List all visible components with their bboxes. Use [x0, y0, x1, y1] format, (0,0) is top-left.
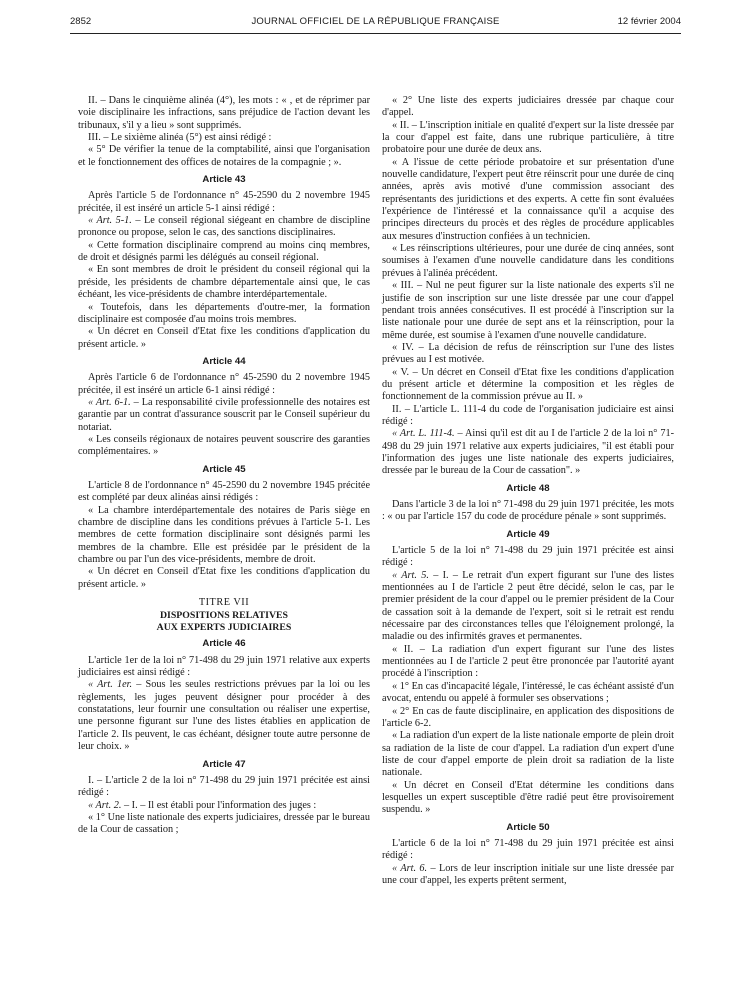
paragraph: II. – Dans le cinquième alinéa (4°), les mots : « , et de réprimer par voie disciplinaire les infractions, sans préjudice de l'action devant les tribunaux, s'il y a lieu » sont supprimés.: [78, 95, 370, 131]
right-column: [382, 95, 674, 887]
paragraph: « En sont membres de droit le président du conseil régional qui la préside, les présidents de chambre départementale ainsi que, le cas échéant, les vice-présidents de chambre interdépartementale.: [78, 264, 370, 301]
article-heading: Article 45: [202, 463, 246, 475]
paragraph: « Les réinscriptions ultérieures, pour une durée de cinq années, sont soumises à l'examen d'une nouvelle candidature dans les conditions prévues à l'alinéa précédent.: [382, 243, 674, 279]
paragraph: « La chambre interdépartementale des notaires de Paris siège en chambre de discipline dans les conditions prévues à l'article 5-1. Les membres de cette formation disciplinaire sont désignés parmi les membres de la chambre. Elle est présidée par le président de la chambre ou par l'un des vice-présidents, membre de droit.: [78, 504, 370, 566]
paragraph: « Un décret en Conseil d'Etat fixe les conditions d'application du présent article. »: [78, 566, 370, 590]
article-heading: Article 50: [506, 821, 550, 833]
paragraph: Après l'article 6 de l'ordonnance n° 45-2590 du 2 novembre 1945 précitée, il est inséré un article 6-1 ainsi rédigé :: [78, 372, 370, 396]
paragraph: « II. – La radiation d'un expert figurant sur l'une des listes mentionnées au I de l'article 2 peut être prononcée par l'autorité ayant procédé à l'inscription :: [382, 643, 674, 680]
title-heading: TITRE VII: [198, 597, 250, 609]
article-ref: « Art. 5-1.: [88, 215, 132, 227]
page-number: 2852: [70, 16, 92, 27]
paragraph: [78, 800, 370, 812]
paragraph: [78, 679, 370, 753]
article-heading: Article 44: [202, 355, 246, 367]
article-heading: Article 48: [506, 482, 550, 494]
publication-date: 12 février 2004: [617, 16, 681, 27]
left-column: [78, 95, 370, 837]
paragraph: « 2° En cas de faute disciplinaire, en application des dispositions de l'article 6-2.: [382, 705, 674, 729]
paragraph: « 1° En cas d'incapacité légale, l'intéressé, le cas échéant assisté d'un avocat, entendu ou appelé à formuler ses observations ;: [382, 680, 674, 705]
paragraph: I. – L'article 2 de la loi n° 71-498 du 29 juin 1971 précitée est ainsi rédigé :: [78, 774, 370, 799]
paragraph: « A l'issue de cette période probatoire et sur présentation d'une nouvelle candidature, l'expert peut être réinscrit pour une durée de cinq années, après avis motivé d'une commission associant des représentants des juridictions et des experts. A cette fin sont évaluées l'expérience de l'intéressé et la connaissance qu'il a acquise des principes directeurs du procès et des règles de procédure applicables aux mesures d'instruction confiées à un technicien.: [382, 156, 674, 242]
header-rule: [70, 33, 681, 34]
paragraph: « Un décret en Conseil d'Etat détermine les conditions dans lesquelles un expert susceptible d'être radié peut être provisoirement suspendu. »: [382, 779, 674, 816]
article-heading: Article 46: [202, 638, 246, 650]
article-heading: Article 47: [202, 758, 246, 770]
paragraph: « V. – Un décret en Conseil d'Etat fixe les conditions d'application du présent article et détermine la composition et les règles de fonctionnement de la commission prévue au II. »: [382, 366, 674, 403]
paragraph: « Toutefois, dans les départements d'outre-mer, la formation disciplinaire est composée d'au moins trois membres.: [78, 301, 370, 325]
paragraph: « 5° De vérifier la tenue de la comptabilité, ainsi que l'organisation et le fonctionnement des offices de notaires de la compagnie ; ».: [78, 144, 370, 168]
paragraph-text: – Le conseil régional siégeant en chambre de discipline prononce ou propose, selon le cas, des sanctions disciplinaires.: [78, 215, 371, 239]
section-heading: AUX EXPERTS JUDICIAIRES: [156, 621, 292, 633]
article-heading: Article 49: [506, 528, 550, 540]
paragraph-text: – Lors de leur inscription initiale sur une liste dressée par une cour d'appel, les experts prêtent serment,: [382, 862, 674, 886]
section-heading: DISPOSITIONS RELATIVES: [159, 610, 289, 622]
paragraph: Dans l'article 3 de la loi n° 71-498 du 29 juin 1971 précitée, les mots : « ou par l'article 157 du code de procédure pénale » sont supprimés.: [382, 499, 674, 523]
paragraph: III. – Le sixième alinéa (5°) est ainsi rédigé :: [88, 132, 272, 144]
article-ref: « Art. L. 111-4.: [392, 428, 455, 440]
article-heading: Article 43: [202, 174, 246, 186]
paragraph-text: – I. – Il est établi pour l'information des juges :: [121, 799, 317, 811]
paragraph: [382, 428, 674, 477]
paragraph: L'article 6 de la loi n° 71-498 du 29 juin 1971 précitée est ainsi rédigé :: [382, 837, 674, 862]
paragraph: « La radiation d'un expert de la liste nationale emporte de plein droit sa radiation de la liste de cour d'appel. La radiation d'un expert d'une liste de cour d'appel emporte de plein droit sa radiation de la liste nationale.: [382, 730, 674, 779]
paragraph: « IV. – La décision de refus de réinscription sur l'une des listes prévues au I est motivée.: [382, 341, 674, 366]
paragraph: II. – L'article L. 111-4 du code de l'organisation judiciaire est ainsi rédigé :: [382, 403, 674, 427]
paragraph: L'article 5 de la loi n° 71-498 du 29 juin 1971 précitée est ainsi rédigé :: [382, 545, 674, 569]
paragraph: [382, 863, 674, 888]
paragraph: « Un décret en Conseil d'Etat fixe les conditions d'application du présent article. »: [78, 326, 370, 350]
paragraph: « III. – Nul ne peut figurer sur la liste nationale des experts s'il ne justifie de son inscription sur une liste dressée par une cour d'appel pendant trois années consécutives. Il est procédé à l'inscription sur la liste nationale pour une durée de sept ans et la réinscription, pour la même durée, est soumise à l'examen d'une nouvelle candidature.: [382, 280, 674, 341]
article-ref: « Art. 1er.: [88, 679, 133, 691]
article-ref: « Art. 6-1.: [88, 396, 131, 408]
paragraph: « Les conseils régionaux de notaires peuvent souscrire des garanties complémentaires. »: [78, 433, 370, 458]
paragraph-text: – Sous les seules restrictions prévues par la loi ou les règlements, les juges peuvent désigner pour procéder à des constatations, leur fournir une consultation ou réaliser une expertise, une personne figurant sur l'une des listes établies en application de l'article 2. Ils peuvent, le cas échéant, désigner toute autre personne de leur choix. »: [78, 679, 370, 753]
paragraph: [78, 397, 370, 434]
article-ref: « Art. 2.: [88, 799, 122, 811]
article-ref: « Art. 6.: [392, 862, 428, 874]
article-ref: « Art. 5.: [392, 569, 429, 581]
paragraph: « II. – L'inscription initiale en qualité d'expert sur la liste dressée par la cour d'appel est faite, dans une rubrique particulière, à titre probatoire pour une durée de deux ans.: [382, 119, 674, 156]
paragraph-text: – I. – Le retrait d'un expert figurant sur l'une des listes mentionnées au I de l'article 2 peut être décidé, selon le cas, par le premier président de la cour d'appel ou le premier président de la Cour de cassation soit à la demande de l'expert, soit si le retrait est rendu nécessaire par des circonstances telles que l'éloignement prolongé, la maladie ou des infirmités graves et permanentes.: [382, 569, 674, 643]
paragraph: « Cette formation disciplinaire comprend au moins cinq membres, de droit et désignés parmi les délégués au conseil régional.: [78, 239, 370, 264]
paragraph-text: – Ainsi qu'il est dit au I de l'article 2 de la loi n° 71-498 du 29 juin 1971 relative aux experts judiciaires, "il est établi pour l'information des juges une liste nationale des experts judiciaires, dressée par le bureau de la Cour de cassation". »: [382, 428, 674, 477]
paragraph: [382, 570, 674, 644]
paragraph: [78, 215, 370, 240]
journal-title: JOURNAL OFFICIEL DE LA RÉPUBLIQUE FRANÇAISE: [251, 16, 500, 27]
paragraph: « 1° Une liste nationale des experts judiciaires, dressée par le bureau de la Cour de cassation ;: [78, 811, 370, 836]
paragraph: Après l'article 5 de l'ordonnance n° 45-2590 du 2 novembre 1945 précitée, il est inséré un article 5-1 ainsi rédigé :: [78, 190, 370, 214]
paragraph-text: – La responsabilité civile professionnelle des notaires est garantie par un contrat d'assurance souscrit par le Conseil supérieur du notariat.: [78, 396, 370, 433]
paragraph: « 2° Une liste des experts judiciaires dressée par chaque cour d'appel.: [382, 95, 674, 119]
page-header: [70, 12, 681, 32]
paragraph: L'article 8 de l'ordonnance n° 45-2590 du 2 novembre 1945 précitée est complété par deux alinéas ainsi rédigés :: [78, 479, 370, 504]
paragraph: L'article 1er de la loi n° 71-498 du 29 juin 1971 relative aux experts judiciaires est ainsi rédigé :: [78, 654, 370, 679]
